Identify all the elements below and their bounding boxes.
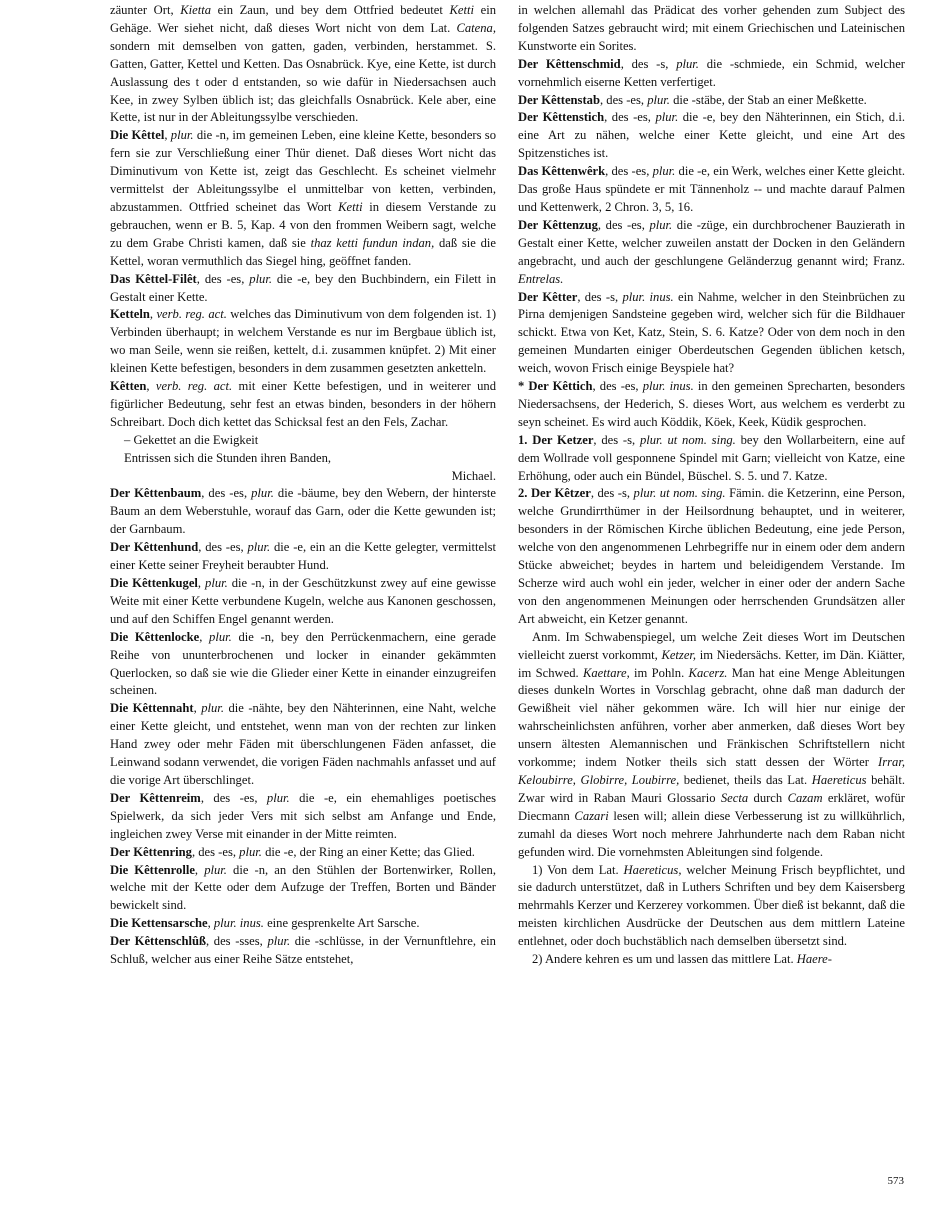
- entry-ketteln: Ketteln, verb. reg. act. welches das Diminutivum von dem folgenden ist. 1) Verbinden überhaupt; in welchem Verstande es nur im Bergbaue üblich ist, wo man Seile, wenn sie reißen, kettelt, d.i. zusammen knüpfet. 2) Mit einer kleinen Kette befestigen, besonders in dem zusammen gesetzten anketteln.: [110, 307, 497, 376]
- verse-quote-line-1: – Gekettet an die Ewigkeit: [124, 432, 259, 447]
- left-column: [110, 2, 496, 969]
- entry-kettenstab: Der Kêttenstab, des -es, plur. die -stäbe, der Stab an einer Meßkette.: [518, 92, 867, 107]
- headword: Die Kêttennaht: [110, 701, 194, 716]
- entry-ketten: Kêtten, verb. reg. act. mit einer Kette befestigen, und in weiterer und figürlicher Bedeutung, sehr fest an etwas binden, besonders in der höhern Schreibart. Doch dich kettet das Schicksal fest an den Fels, Zachar.: [110, 379, 497, 429]
- headword: Die Kêttel: [110, 128, 165, 143]
- continued-entry-text: zäunter Ort, Kietta ein Zaun, und bey dem Ottfried bedeutet Ketti ein Gehäge. Wer siehet nicht, daß dieses Wort nicht von dem Lat. Catena, sondern mit demselben von gatten, gaden, verbinden, herstammet. S. Gatten, Gatter, Kettel und Ketten. Das Osnabrück. Kye, eine Kette, ist durch Auslassung des t oder d entstanden, so wie dafür in Niedersachsen auch Kee, in zwey Sylben üblich ist; das gleichfalls Osnabrück. Kele aber, eine Kette, ist nur in der Ableitungssylbe verschieden.: [110, 3, 496, 125]
- derivation-1-paragraph: 1) Von dem Lat. Haereticus, welcher Meinung Frisch beypflichtet, und sie dadurch unterstützet, daß in Luthers Schriften und bey dem Kaisersberg mehrmahls Kerzer und Kerzerey vorkommen. Über dieß ist bekannt, daß die meisten kirchlichen Ausdrücke der Deutschen aus dem mittlern Lateine entlehnet, oder doch buchstäblich nach demselben übersetzt sind.: [518, 862, 905, 949]
- entry-kettensarsche: Die Kettensarsche, plur. inus. eine gesprenkelte Art Sarsche.: [110, 916, 420, 931]
- entry-kettenhund: Der Kêttenhund, des -es, plur. die -e, ein an die Kette gelegter, vermittelst einer Kette seiner Freyheit beraubter Hund.: [110, 540, 497, 573]
- headword: Der Kêttenring: [110, 844, 192, 859]
- entry-kettenbaum: Der Kêttenbaum, des -es, plur. die -bäume, bey den Webern, der hinterste Baum an dem Weberstuhle, worauf das Garn, oder die Kette gewunden ist; der Garnbaum.: [110, 486, 496, 537]
- page-number: 573: [887, 1175, 904, 1187]
- headword: Ketteln: [110, 307, 150, 322]
- entry-kettenschmid: Der Kêttenschmid, des -s, plur. die -schmiede, ein Schmid, welcher vornehmlich eiserne Ketten verfertiget.: [518, 56, 905, 89]
- entry-kettenstich: Der Kêttenstich, des -es, plur. die -e, bey den Nähterinnen, ein Stich, d.i. eine Art zu nähen, welche einer Kette gleicht, und eine Art des Spitzenstiches ist.: [518, 110, 905, 161]
- headword: Der Kêttenstich: [518, 110, 605, 125]
- headword: Der Kêttenreim: [110, 790, 201, 805]
- entry-ketzer-2: 2. Der Kêtzer, des -s, plur. ut nom. sing. Fämin. die Ketzerinn, eine Person, welche Grundirrthümer in der Heilsordnung behauptet, und in weiterer, besonders in der Römischen Kirche üblichen Bedeutung, eine jede Person, welche von den angenommenen Lehrbegriffe nur in einem oder dem andern Stücke abweichet; beydes in hartem und beleidigendem Verstande. Im Scherze wird auch wohl ein jeder, welcher in einer oder der andern Sache von den angenommenen Meinungen oder herrschenden Grundsätzen aller Art abweicht, ein Ketzer genannt.: [518, 486, 906, 626]
- headword: Kêtten: [110, 379, 147, 394]
- verse-quote-line-2: Entrissen sich die Stunden ihren Banden,: [124, 450, 332, 465]
- headword: Das Kêttenwêrk: [518, 164, 606, 179]
- headword: Der Kêttenstab: [518, 92, 600, 107]
- headword: Die Kêttenlocke: [110, 629, 200, 644]
- entry-kettenrolle: Die Kêttenrolle, plur. die -n, an den Stühlen der Bortenwirker, Rollen, welche mit der Kette oder dem Aufzuge der Treffen, Borten und Bänder bewickelt sind.: [110, 862, 497, 913]
- entry-kettenring: Der Kêttenring, des -es, plur. die -e, der Ring an einer Kette; das Glied.: [110, 844, 475, 859]
- entry-kettel: Die Kêttel, plur. die -n, im gemeinen Leben, eine kleine Kette, besonders so fern sie zur Verschließung einer Thür dienet. Daß dieses Wort nicht das Diminutivum von Kette ist, zeigt das Geschlecht. Es scheinet vielmehr vermittelst der Ableitungssylbe el unmittelbar von ketten, verbinden, abzustammen. Ottfried scheinet das Wort Ketti in diesem Verstande zu gebrauchen, wenn er B. 5, Kap. 4 von den frommen Weibern sagt, welche zu dem Grabe Christi kamen, daß sie thaz ketti fundun indan, daß sie die Kettel, woran vermuthlich das Siegel hing, geöffnet fanden.: [110, 128, 496, 268]
- entry-kettenwerk: Das Kêttenwêrk, des -es, plur. die -e, ein Werk, welches einer Kette gleicht. Das große Haus spündete er mit Tännenholz -- und machte darauf Palmen und Kettenwerk, 2 Chron. 3, 5, 16.: [518, 164, 905, 214]
- right-column: [518, 2, 905, 969]
- entry-ketter: Der Kêtter, des -s, plur. inus. ein Nahme, welcher in den Steinbrüchen zu Pirna demjenigen Sandsteine gegeben wird, welcher sich für die Bildhauer schickt. Etwa von Ket, Katz, Stein, S. 6. Katze? Oder von dem noch in den gemeinen Mundarten einiger Oberdeutschen Gegenden üblichen ketsch, weich, wovon Frisch einige Beyspiele hat?: [518, 289, 905, 376]
- headword: Die Kêttenkugel: [110, 576, 198, 590]
- remark-paragraph: Anm. Im Schwabenspiegel, um welche Zeit dieses Wort im Deutschen vielleicht zuerst vorkommt, Ketzer, im Niedersächs. Ketter, im Dän. Kiätter, im Schwed. Kaettare, im Pohln. Kacerz. Man hat eine Menge Ableitungen dieses dunkeln Wortes in Vorschlag gebracht, ohne daß man dadurch der Gewißheit viel näher gekommen wäre. Ich will hier nur einige der wahrscheinlichsten anführen, vorher aber anmerken, daß dieses Wort bey unsern ältesten Alemannischen und Fränkischen Schriftstellern nicht vorkomme; indem Notker theils sich statt dessen der Wörter Irrar, Keloubirre, Globirre, Loubirre, bedienet, theils das Lat. Haereticus behält. Zwar wird in Raban Mauri Glossario Secta durch Cazam erkläret, wofür Diecmann Cazari lesen will; allein diese Verbesserung ist zu willkührlich, zumahl da dieses Wort noch mehrere Jahrhunderte nach dem Raban nicht gefunden wird. Die vornehmsten Ableitungen sind folgende.: [518, 629, 905, 859]
- entry-kettenreim: Der Kêttenreim, des -es, plur. die -e, ein ehemahliges poetisches Spielwerk, da sich jeder Vers mit sich selbst am Anfange und Ende, ingleichen zwey Verse mit einander in der Mitte reimten.: [110, 790, 496, 841]
- headword: Das Kêttel-Filêt: [110, 271, 197, 286]
- headword: Der Kêtter: [518, 289, 578, 304]
- entry-kettel-filet: Das Kêttel-Filêt, des -es, plur. die -e, bey den Buchbindern, ein Filett in Gestalt einer Kette.: [110, 271, 496, 304]
- headword: Der Kêttenhund: [110, 540, 199, 555]
- entry-kettenzug: Der Kêttenzug, des -es, plur. die -züge, ein durchbrochener Bauzierath in Gestalt einer Kette, welcher zuweilen anstatt der Docken in den Geländern angebracht, und auch der geschlungene Geländerzug genannt wird; Franz. Entrelas.: [518, 217, 906, 286]
- entry-kettenkugel: Die Kêttenkugel, plur. die -n, in der Geschützkunst zwey auf eine gewisse Weite mit einer Kette verbundene Kugeln, welche aus Kanonen geschossen, und auf den Schiffen Engel genannt werden.: [110, 576, 497, 626]
- headword: Die Kettensarsche: [110, 916, 208, 931]
- headword: 2. Der Kêtzer: [518, 486, 591, 501]
- entry-kettenlocke: Die Kêttenlocke, plur. die -n, bey den Perrückenmachern, eine gerade Reihe von ununterbrochenen und locker in einander gekämmten Querlocken, so daß sie wie die Glieder einer Kette in einander einzugreifen scheinen.: [110, 629, 497, 698]
- headword: * Der Kêttich: [518, 379, 593, 394]
- headword: Der Kêttenschlûß: [110, 934, 207, 949]
- headword: 1. Der Ketzer: [518, 432, 594, 447]
- headword: Der Kêttenzug: [518, 217, 598, 232]
- entry-kettich: * Der Kêttich, des -es, plur. inus. in den gemeinen Sprecharten, besonders Niedersachsens, der Hederich, S. dieses Wort, aus welchem es verderbt zu seyn scheinet. Es wird auch Köddik, Köek, Keek, Küdik gesprochen.: [518, 379, 905, 429]
- verse-quote-source: Michael.: [451, 468, 496, 483]
- entry-kettennaht: Die Kêttennaht, plur. die -nähte, bey den Nähterinnen, eine Naht, welche einer Kette gleicht, und entstehet, wenn man von der rechten zur linken Hand zwey oder mehr Fäden mit überschlungenen Fäden anfasset, die Leinwand sodann verwendet, die vorigen Fäden nachmahls anfasset und auf die vorige Art überschlinget.: [110, 701, 497, 787]
- continued-entry-text: in welchen allemahl das Prädicat des vorher gehenden zum Subject des folgenden Satzes gebraucht wird; mit einem Griechischen und Lateinischen Kunstworte ein Sorites.: [518, 3, 905, 53]
- derivation-2-paragraph: 2) Andere kehren es um und lassen das mittlere Lat. Haere-: [532, 952, 832, 967]
- headword: Die Kêttenrolle: [110, 862, 195, 877]
- entry-kettenschluss: Der Kêttenschlûß, des -sses, plur. die -schlüsse, in der Vernunftlehre, ein Schluß, welcher aus einer Reihe Sätze entstehet,: [110, 934, 496, 967]
- headword: Der Kêttenbaum: [110, 486, 202, 501]
- headword: Der Kêttenschmid: [518, 56, 621, 71]
- entry-ketzer-1: 1. Der Ketzer, des -s, plur. ut nom. sing. bey den Wollarbeitern, eine auf dem Wollrade voll gesponnene Spindel mit Garn; vielleicht von Katze, eine Erhöhung, oder auch ein Bündel, Büschel. S. 5. und 7. Katze.: [518, 432, 906, 483]
